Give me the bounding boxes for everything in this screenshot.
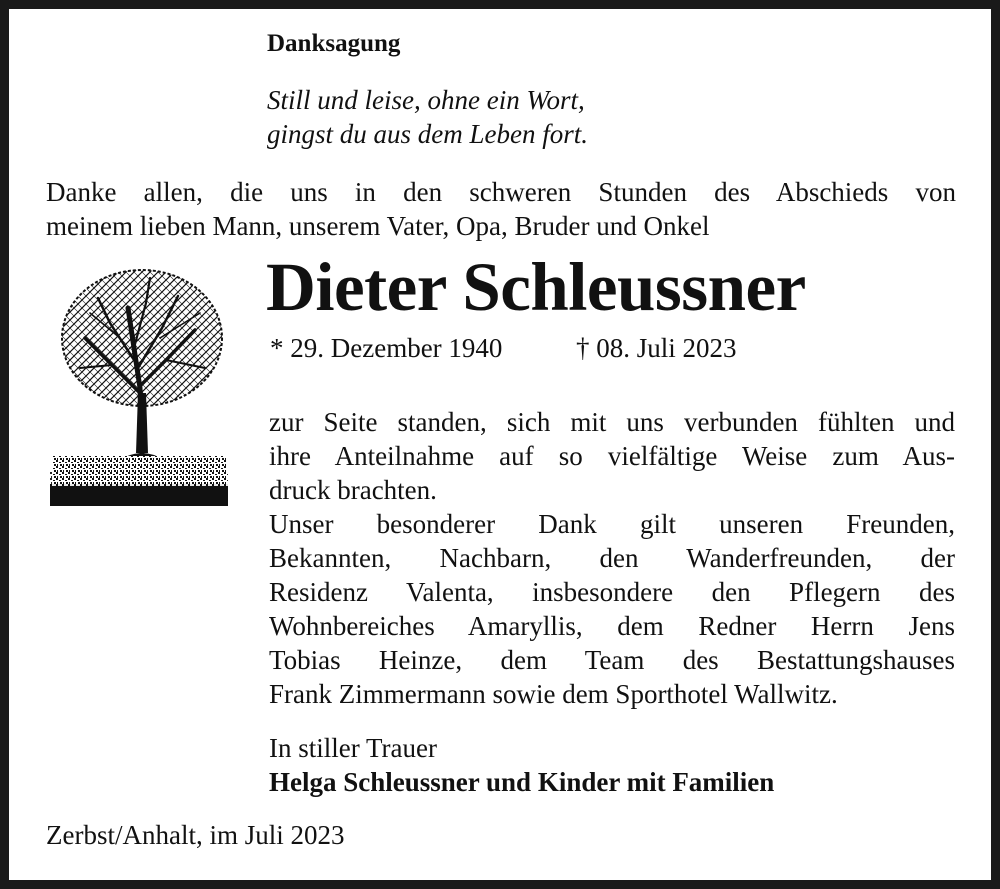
mourning-line: In stiller Trauer [269,733,437,763]
intro-paragraph [46,175,956,243]
deceased-name: Dieter Schleussner [266,249,806,325]
body-line: Tobias Heinze, dem Team des Bestattungshauses [269,645,955,675]
body-line: Frank Zimmermann sowie dem Sporthotel Wallwitz. [269,679,838,709]
body-line: Bekannten, Nachbarn, den Wanderfreunden, der [269,543,955,573]
memorial-verse [267,83,588,151]
verse-line: Still und leise, ohne ein Wort, [267,85,585,115]
tree-illustration-icon [50,268,228,510]
body-line: Residenz Valenta, insbesondere den Pflegern des [269,577,955,607]
place-and-date: Zerbst/Anhalt, im Juli 2023 [46,820,345,850]
intro-line: Danke allen, die uns in den schweren Stunden des Abschieds von [46,177,956,207]
notice-heading: Danksagung [267,30,401,57]
body-line: Unser besonderer Dank gilt unseren Freunden, [269,509,955,539]
body-line: Wohnbereiches Amaryllis, dem Redner Herrn Jens [269,611,955,641]
thanks-paragraph [269,405,955,711]
verse-line: gingst du aus dem Leben fort. [267,119,588,149]
intro-line: meinem lieben Mann, unserem Vater, Opa, Bruder und Onkel [46,211,710,241]
birth-date: * 29. Dezember 1940 [270,333,503,363]
body-line: ihre Anteilnahme auf so vielfältige Weise zum Aus- [269,441,955,471]
body-line: druck brachten. [269,475,437,505]
family-signature: Helga Schleussner und Kinder mit Familien [269,767,775,797]
death-date: † 08. Juli 2023 [576,333,737,363]
body-line: zur Seite standen, sich mit uns verbunden fühlten und [269,407,955,437]
